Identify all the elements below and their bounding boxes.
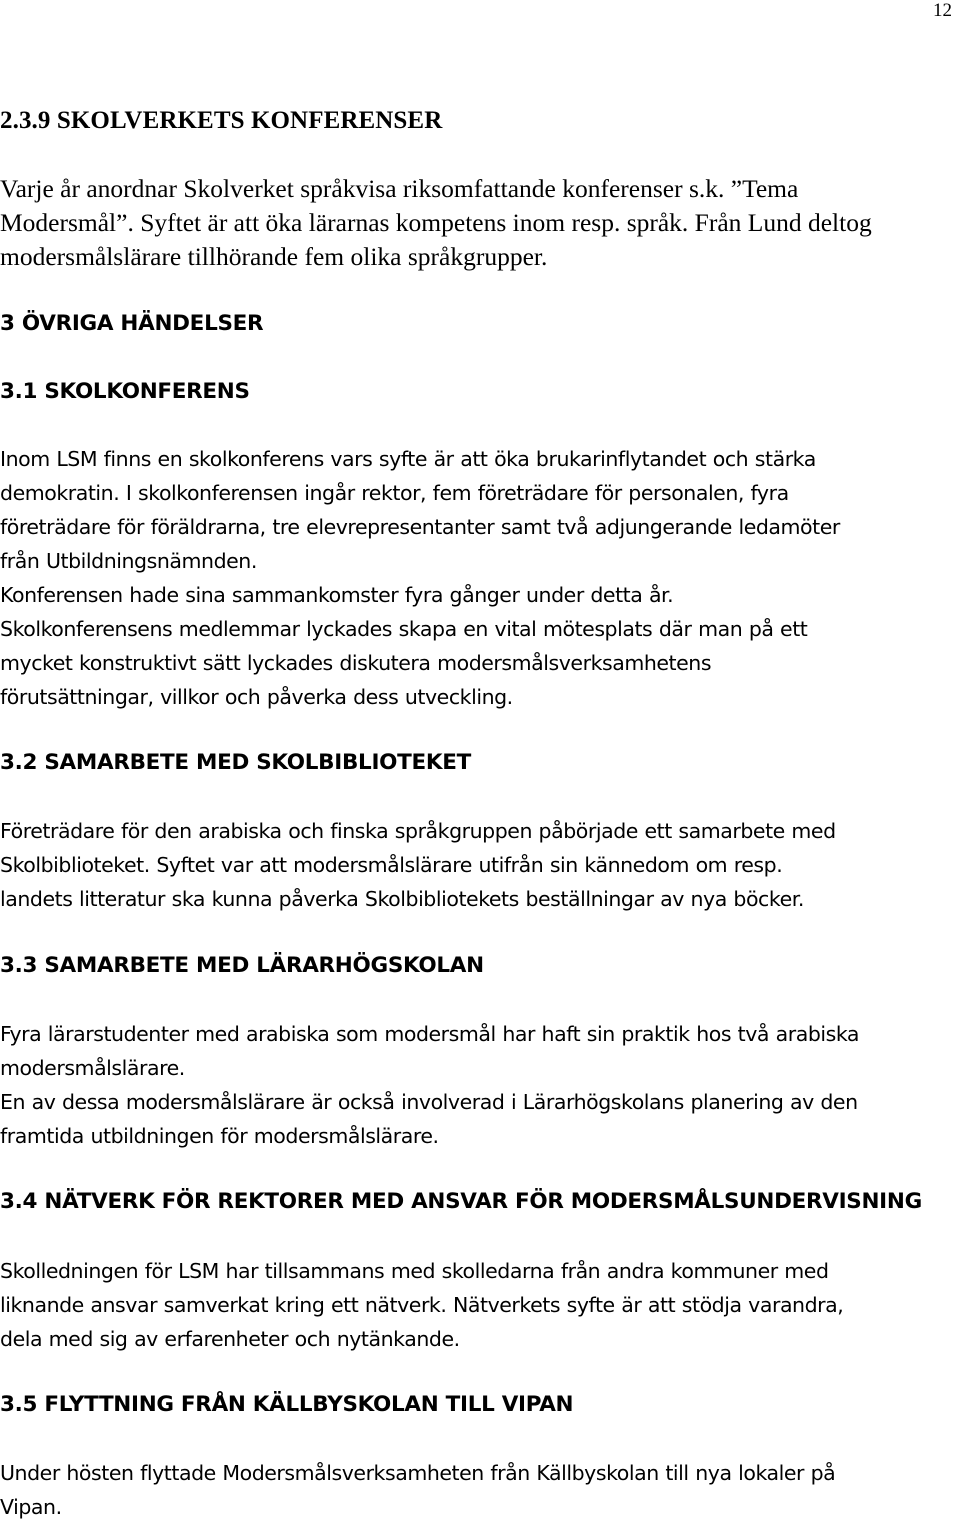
paragraph-line: Varje år anordnar Skolverket språkvisa riksomfattande konferenser s.k. ”Tema xyxy=(0,174,799,203)
section-paragraph-3-2 xyxy=(0,814,960,916)
paragraph-line: liknande ansvar samverkat kring ett nätverk. Nätverkets syfte är att stödja varandra, xyxy=(0,1293,844,1317)
section-heading-3-4: 3.4 NÄTVERK FÖR REKTORER MED ANSVAR FÖR MODERSMÅLSUNDERVISNING xyxy=(0,1189,922,1214)
paragraph-line: demokratin. I skolkonferensen ingår rektor, fem företrädare för personalen, fyra xyxy=(0,481,789,505)
paragraph-line: Fyra lärarstudenter med arabiska som modersmål har haft sin praktik hos två arabiska xyxy=(0,1022,860,1046)
section-heading-3-1: 3.1 SKOLKONFERENS xyxy=(0,379,250,404)
paragraph-line: modersmålslärare tillhörande fem olika språkgrupper. xyxy=(0,242,548,271)
paragraph-line: från Utbildningsnämnden. xyxy=(0,549,257,573)
paragraph-line: dela med sig av erfarenheter och nytänkande. xyxy=(0,1327,460,1351)
paragraph-line: Under hösten flyttade Modersmålsverksamheten från Källbyskolan till nya lokaler på xyxy=(0,1461,836,1485)
paragraph-line: mycket konstruktivt sätt lyckades diskutera modersmålsverksamhetens xyxy=(0,651,712,675)
paragraph-line: Modersmål”. Syftet är att öka lärarnas kompetens inom resp. språk. Från Lund deltog xyxy=(0,208,872,237)
section-heading-3-2: 3.2 SAMARBETE MED SKOLBIBLIOTEKET xyxy=(0,750,471,775)
paragraph-line: Skolbiblioteket. Syftet var att modersmålslärare utifrån sin kännedom om resp. xyxy=(0,853,783,877)
page-number: 12 xyxy=(933,0,952,21)
section-paragraph-2-3-9 xyxy=(0,172,960,274)
section-paragraph-3-5 xyxy=(0,1456,960,1524)
section-paragraph-3-3 xyxy=(0,1017,960,1153)
paragraph-line: Skolledningen för LSM har tillsammans med skolledarna från andra kommuner med xyxy=(0,1259,829,1283)
paragraph-line: Konferensen hade sina sammankomster fyra gånger under detta år. xyxy=(0,583,674,607)
section-heading-2-3-9: 2.3.9 SKOLVERKETS KONFERENSER xyxy=(0,107,443,134)
paragraph-line: Skolkonferensens medlemmar lyckades skapa en vital mötesplats där man på ett xyxy=(0,617,808,641)
section-heading-3-5: 3.5 FLYTTNING FRÅN KÄLLBYSKOLAN TILL VIPAN xyxy=(0,1392,574,1417)
paragraph-line: förutsättningar, villkor och påverka dess utveckling. xyxy=(0,685,513,709)
paragraph-line: Inom LSM finns en skolkonferens vars syfte är att öka brukarinflytandet och stärka xyxy=(0,447,816,471)
paragraph-line: landets litteratur ska kunna påverka Skolbibliotekets beställningar av nya böcker. xyxy=(0,887,804,911)
paragraph-line: modersmålslärare. xyxy=(0,1056,185,1080)
section-heading-3-3: 3.3 SAMARBETE MED LÄRARHÖGSKOLAN xyxy=(0,953,484,978)
section-paragraph-3-4 xyxy=(0,1254,960,1356)
paragraph-line: En av dessa modersmålslärare är också involverad i Lärarhögskolans planering av den xyxy=(0,1090,858,1114)
paragraph-line: framtida utbildningen för modersmålslärare. xyxy=(0,1124,439,1148)
paragraph-line: företrädare för föräldrarna, tre elevrepresentanter samt två adjungerande ledamöter xyxy=(0,515,840,539)
paragraph-line: Företrädare för den arabiska och finska språkgruppen påbörjade ett samarbete med xyxy=(0,819,836,843)
section-paragraph-3-1 xyxy=(0,442,960,714)
section-heading-3: 3 ÖVRIGA HÄNDELSER xyxy=(0,311,264,336)
paragraph-line: Vipan. xyxy=(0,1495,62,1519)
